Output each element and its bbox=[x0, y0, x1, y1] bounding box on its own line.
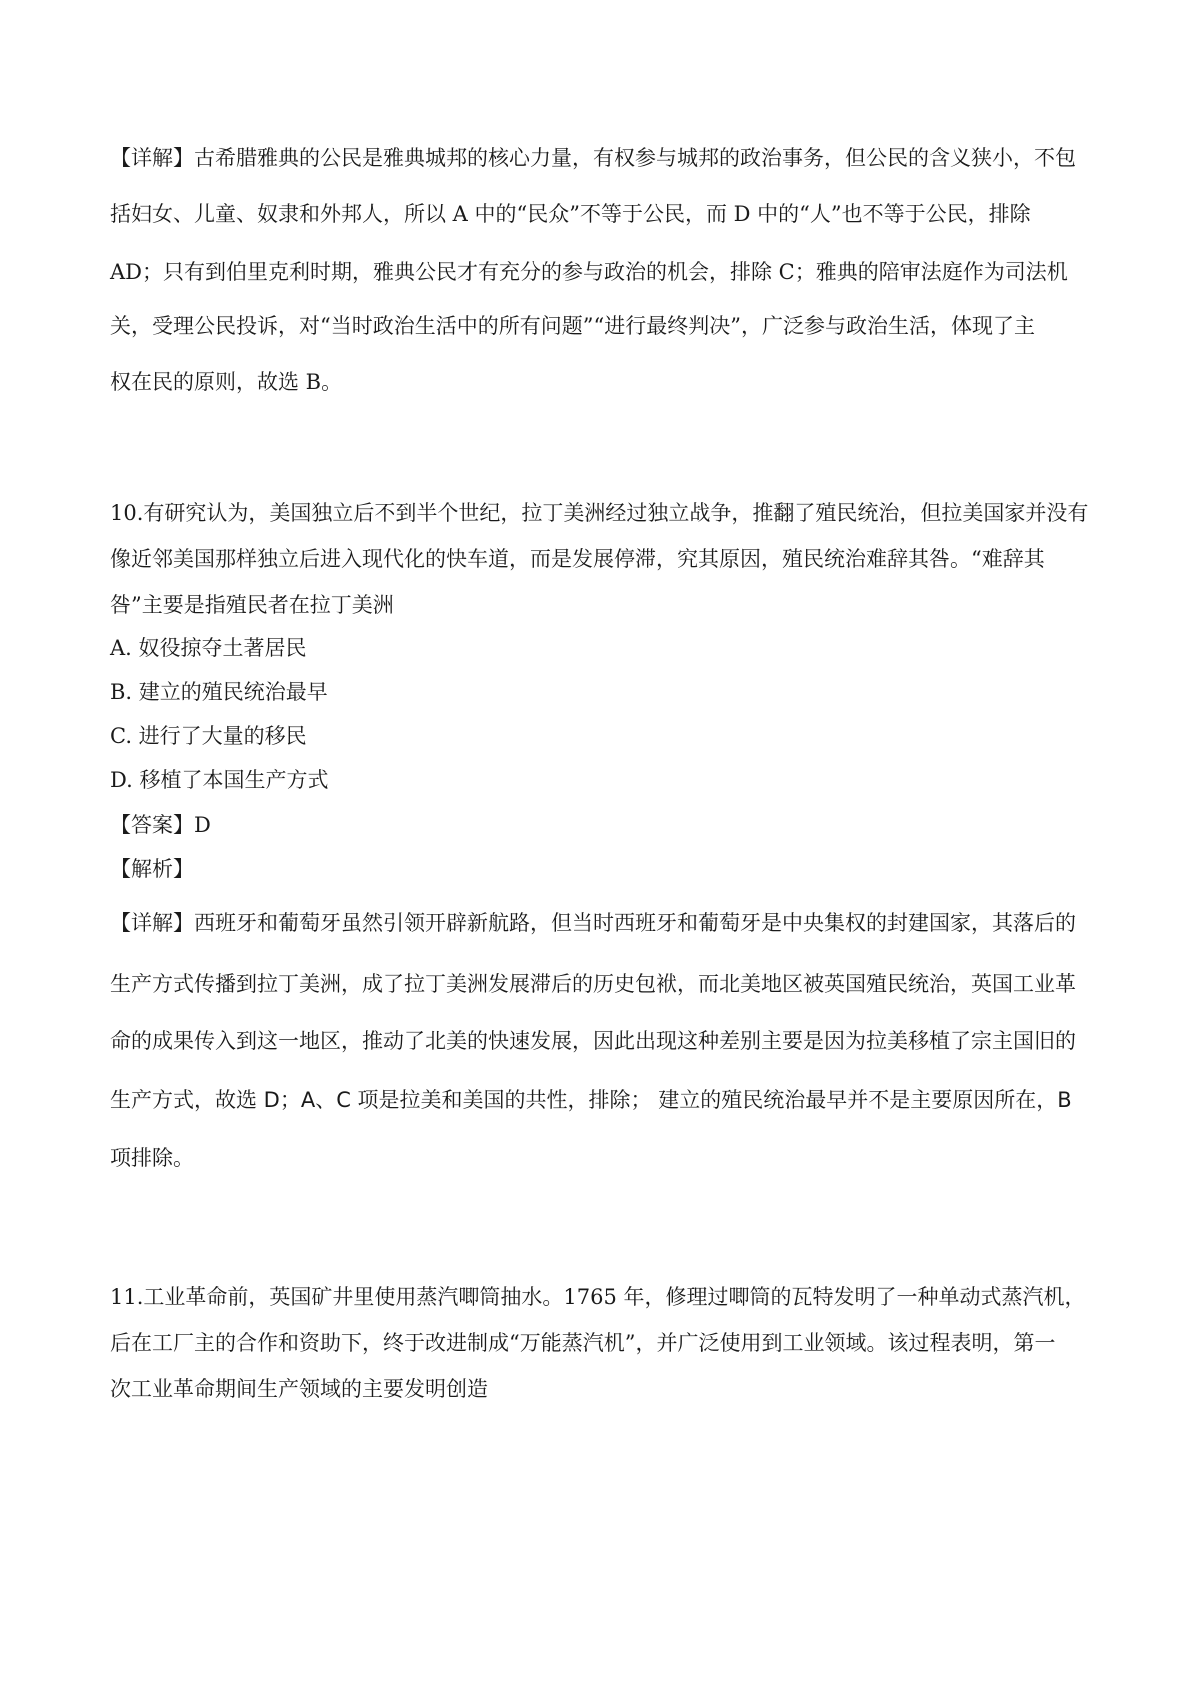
q9-explanation-line: 权在民的原则，故选 B。 bbox=[110, 370, 343, 394]
q11-stem-line: 后在工厂主的合作和资助下，终于改进制成“万能蒸汽机”，并广泛使用到工业领域。该过程表明，第一 bbox=[110, 1331, 1056, 1355]
q10-option-c: C. 进行了大量的移民 bbox=[110, 724, 307, 748]
q9-explanation-line: 【详解】古希腊雅典的公民是雅典城邦的核心力量，有权参与城邦的政治事务，但公民的含义狭小，不包 bbox=[110, 146, 1076, 170]
q11-stem-line: 11.工业革命前，英国矿井里使用蒸汽唧筒抽水。1765 年，修理过唧筒的瓦特发明了一种单动式蒸汽机， bbox=[110, 1285, 1086, 1309]
q9-explanation-line: AD；只有到伯里克利时期，雅典公民才有充分的参与政治的机会，排除 C；雅典的陪审法庭作为司法机 bbox=[110, 260, 1068, 284]
q10-explanation-line: 生产方式传播到拉丁美洲，成了拉丁美洲发展滞后的历史包袱，而北美地区被英国殖民统治，英国工业革 bbox=[110, 972, 1076, 996]
q11-stem-line: 次工业革命期间生产领域的主要发明创造 bbox=[110, 1377, 488, 1401]
q10-option-a: A. 奴役掠夺土著居民 bbox=[110, 636, 307, 660]
q9-explanation-line: 括妇女、儿童、奴隶和外邦人，所以 A 中的“民众”不等于公民，而 D 中的“人”也不等于公民，排除 bbox=[110, 202, 1031, 226]
q10-option-b: B. 建立的殖民统治最早 bbox=[110, 680, 328, 704]
q10-stem-line: 像近邻美国那样独立后进入现代化的快车道，而是发展停滞，究其原因，殖民统治难辞其咎。“难辞其 bbox=[110, 547, 1045, 571]
q10-answer: 【答案】D bbox=[110, 813, 211, 837]
q10-explanation-line: 生产方式，故选 D；A、C 项是拉美和美国的共性，排除； 建立的殖民统治最早并不是主要原因所在，B bbox=[110, 1088, 1072, 1112]
q9-explanation-line: 关，受理公民投诉，对“当时政治生活中的所有问题”“进行最终判决”，广泛参与政治生活，体现了主 bbox=[110, 314, 1035, 338]
q10-stem-line: 10.有研究认为，美国独立后不到半个世纪，拉丁美洲经过独立战争，推翻了殖民统治，但拉美国家并没有 bbox=[110, 501, 1089, 525]
q10-explanation-line: 【详解】西班牙和葡萄牙虽然引领开辟新航路，但当时西班牙和葡萄牙是中央集权的封建国家，其落后的 bbox=[110, 911, 1076, 935]
q10-explanation-line: 命的成果传入到这一地区，推动了北美的快速发展，因此出现这种差别主要是因为拉美移植了宗主国旧的 bbox=[110, 1029, 1076, 1053]
q10-stem-line: 咎”主要是指殖民者在拉丁美洲 bbox=[110, 593, 394, 617]
q10-option-d: D. 移植了本国生产方式 bbox=[110, 768, 329, 792]
q10-analysis-label: 【解析】 bbox=[110, 857, 194, 881]
q10-explanation-line: 项排除。 bbox=[110, 1146, 194, 1170]
